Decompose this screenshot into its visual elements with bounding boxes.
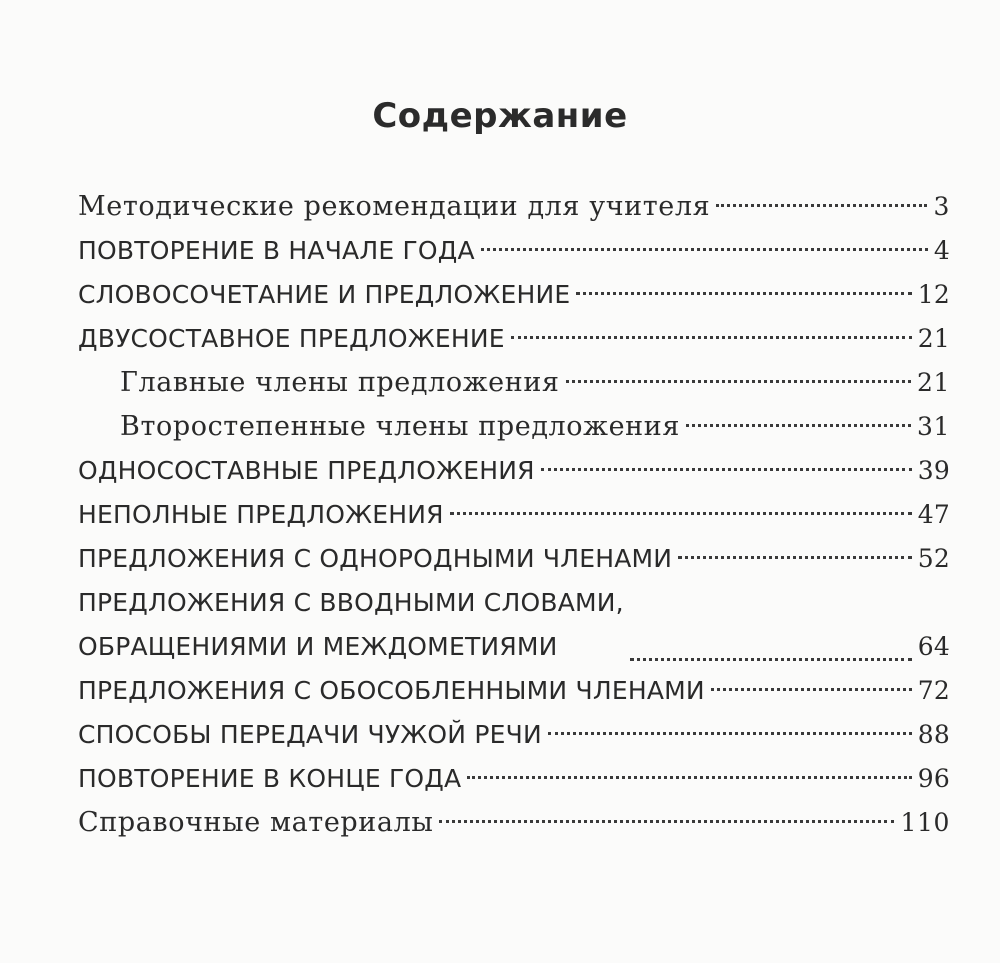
dot-leader [566,380,911,383]
toc-entry-page: 4 [933,236,950,265]
toc-entry-label: СПОСОБЫ ПЕРЕДАЧИ ЧУЖОЙ РЕЧИ [78,720,542,749]
toc-entry [78,581,950,669]
table-of-contents [78,185,950,845]
toc-entry-label-line1: ПРЕДЛОЖЕНИЯ С ВВОДНЫМИ СЛОВАМИ, [78,588,624,617]
dot-leader [467,776,911,779]
dot-leader [716,204,927,207]
toc-entry [78,713,950,757]
toc-entry-page: 31 [916,412,950,441]
toc-entry [78,449,950,493]
toc-entry-page: 3 [933,192,950,221]
toc-entry-page: 64 [917,632,950,661]
toc-entry [78,317,950,361]
dot-leader [511,336,912,339]
dot-leader [481,248,928,251]
toc-entry [78,801,950,845]
toc-entry-label: Справочные материалы [78,807,434,838]
dot-leader [548,732,912,735]
toc-entry-label: Главные члены предложения [120,367,560,398]
toc-entry-page: 12 [917,280,950,309]
toc-entry-page: 21 [916,368,950,397]
toc-entry-label: ОДНОСОСТАВНЫЕ ПРЕДЛОЖЕНИЯ [78,456,535,485]
toc-entry-label: Методические рекомендации для учителя [78,191,711,222]
dot-leader [630,658,912,661]
toc-entry [78,537,950,581]
toc-entry [78,669,950,713]
toc-entry-label: НЕПОЛНЫЕ ПРЕДЛОЖЕНИЯ [78,500,444,529]
toc-entry-label: СЛОВОСОЧЕТАНИЕ И ПРЕДЛОЖЕНИЕ [78,280,571,309]
toc-entry-label: Второстепенные члены предложения [120,411,681,442]
toc-entry-label [78,581,624,669]
toc-entry-page: 72 [917,676,950,705]
toc-entry-page: 110 [900,808,950,837]
toc-entry-page: 47 [917,500,950,529]
toc-entry [78,185,950,229]
dot-leader [678,556,912,559]
toc-entry-label-line2: ОБРАЩЕНИЯМИ И МЕЖДОМЕТИЯМИ [78,632,558,661]
dot-leader [686,424,911,427]
toc-entry-page: 39 [917,456,950,485]
toc-entry-page: 52 [917,544,950,573]
toc-entry-page: 88 [917,720,950,749]
dot-leader [541,468,912,471]
dot-leader [439,820,894,823]
toc-subentry [78,361,950,405]
dot-leader [711,688,912,691]
toc-entry [78,493,950,537]
toc-entry-label: ПРЕДЛОЖЕНИЯ С ОДНОРОДНЫМИ ЧЛЕНАМИ [78,544,673,573]
toc-entry-page: 96 [917,764,950,793]
toc-subentry [78,405,950,449]
toc-entry-label: ПРЕДЛОЖЕНИЯ С ОБОСОБЛЕННЫМИ ЧЛЕНАМИ [78,676,705,705]
toc-entry-page: 21 [917,324,950,353]
dot-leader [576,292,911,295]
toc-entry [78,229,950,273]
dot-leader [450,512,912,515]
toc-entry [78,757,950,801]
toc-entry-label: ПОВТОРЕНИЕ В КОНЦЕ ГОДА [78,764,462,793]
toc-entry-label: ДВУСОСТАВНОЕ ПРЕДЛОЖЕНИЕ [78,324,505,353]
toc-entry [78,273,950,317]
page-title: Содержание [372,96,628,136]
toc-entry-label: ПОВТОРЕНИЕ В НАЧАЛЕ ГОДА [78,236,475,265]
